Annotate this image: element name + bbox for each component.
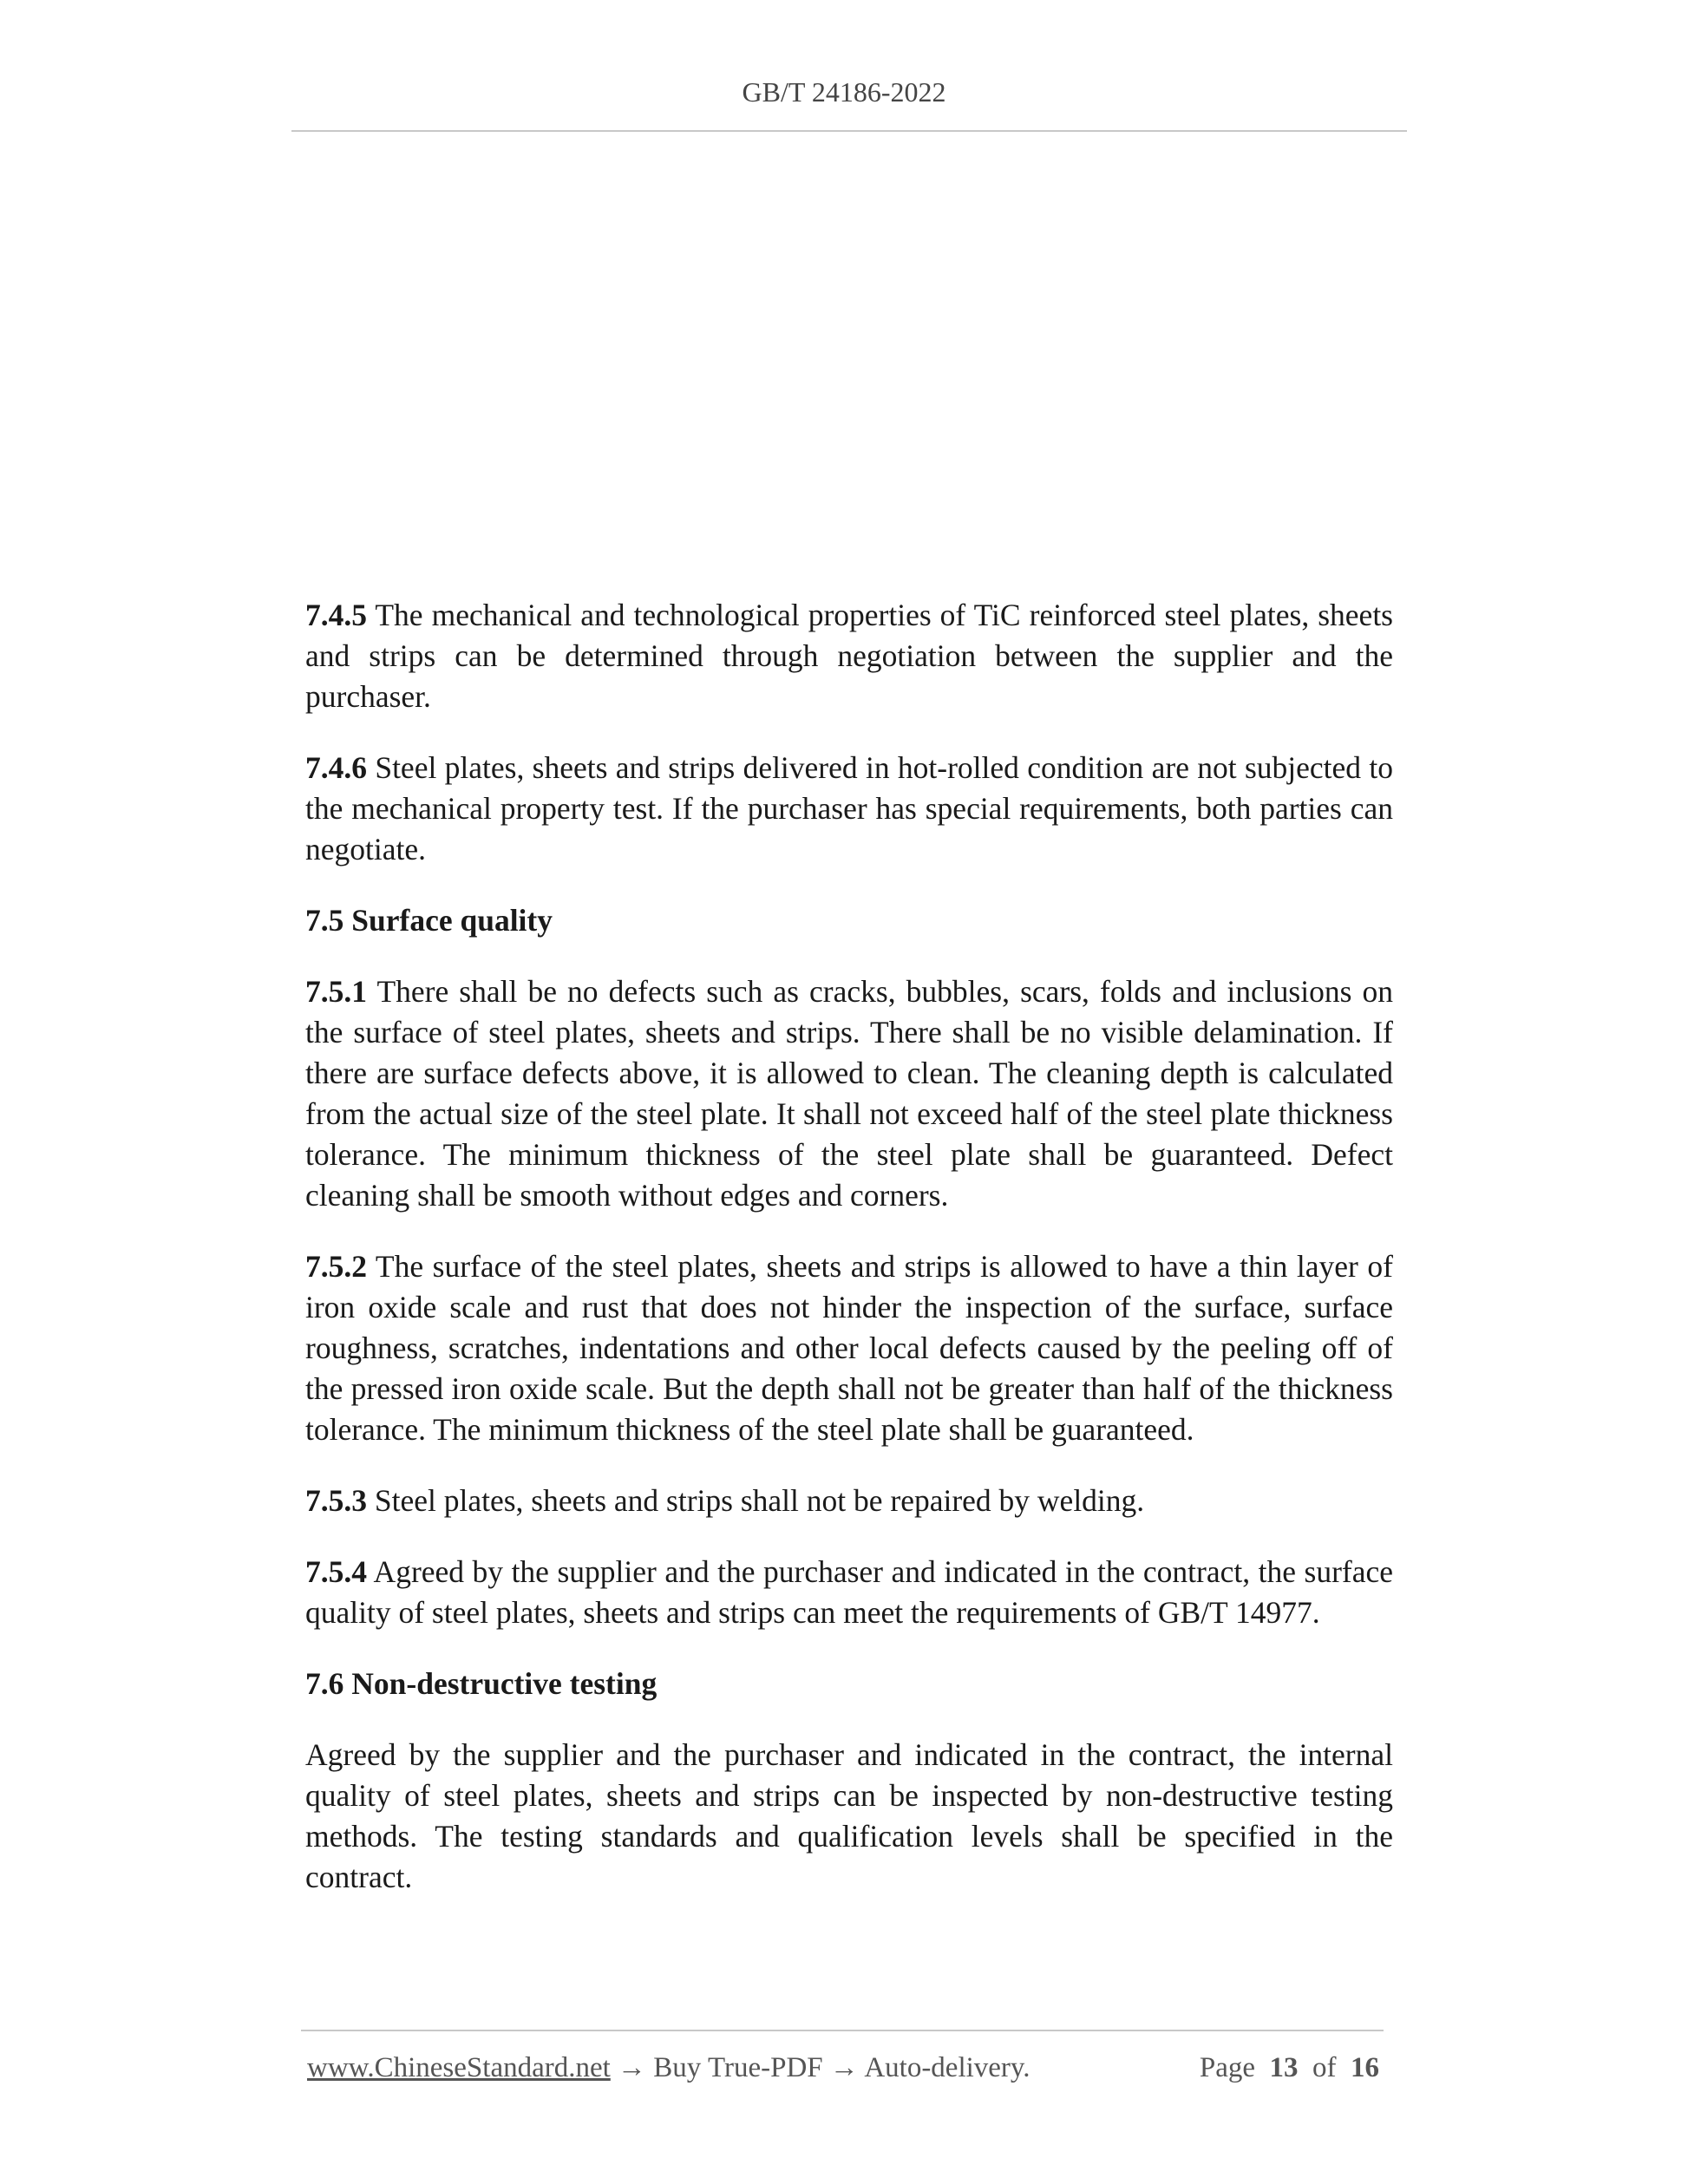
- paragraph-7-6: Agreed by the supplier and the purchaser and indicated in the contract, the internal quality of steel plates, sheets and strips can be inspected by non-destructive testing methods. The testing standards and qualification levels shall be specified in the contract.: [305, 1737, 1393, 1894]
- clause-7-5-1: [305, 971, 1393, 1216]
- clause-number: 7.5.2: [305, 1249, 367, 1284]
- clause-number: 7.4.5: [305, 598, 367, 632]
- document-body: [305, 595, 1393, 1928]
- clause-text: The surface of the steel plates, sheets and strips is allowed to have a thin layer of iron oxide scale and rust that does not hinder the inspection of the surface, surface roughness, scratches, indentations and other local defects caused by the peeling off of the pressed iron oxide scale. But the depth shall not be greater than half of the thickness tolerance. The minimum thickness of the steel plate shall be guaranteed.: [305, 1249, 1393, 1447]
- arrow-icon: →: [618, 2052, 647, 2083]
- clause-7-5-4: [305, 1552, 1393, 1633]
- header-divider: [291, 130, 1407, 132]
- clause-text: There shall be no defects such as cracks, bubbles, scars, folds and inclusions on the surface of steel plates, sheets and strips. There shall be no visible delamination. If there are surface defects above, it is allowed to clean. The cleaning depth is calculated from the actual size of the steel plate. It shall not exceed half of the steel plate thickness tolerance. The minimum thickness of the steel plate shall be guaranteed. Defect cleaning shall be smooth without edges and corners.: [305, 974, 1393, 1213]
- clause-text: The mechanical and technological properties of TiC reinforced steel plates, sheets and strips can be determined through negotiation between the supplier and the purchaser.: [305, 598, 1393, 714]
- footer-divider: [301, 2030, 1384, 2031]
- website-link[interactable]: www.ChineseStandard.net: [307, 2052, 611, 2083]
- arrow-icon: →: [829, 2052, 859, 2083]
- clause-text: Steel plates, sheets and strips shall not be repaired by welding.: [367, 1483, 1145, 1518]
- page-indicator: [1200, 2052, 1379, 2084]
- page-total: 16: [1351, 2052, 1379, 2083]
- clause-number: 7.5.4: [305, 1554, 367, 1589]
- clause-number: 7.4.6: [305, 750, 367, 785]
- section-heading-7-5: 7.5 Surface quality: [305, 903, 553, 938]
- clause-7-4-6: [305, 748, 1393, 870]
- document-header-title: GB/T 24186-2022: [742, 76, 946, 108]
- page-label: Page: [1199, 2052, 1255, 2083]
- clause-7-5-3: [305, 1481, 1393, 1521]
- footer-promo: [307, 2052, 1030, 2084]
- clause-7-5-2: [305, 1246, 1393, 1450]
- auto-delivery-text: Auto-delivery.: [864, 2052, 1030, 2083]
- buy-true-pdf-text: Buy True-PDF: [653, 2052, 823, 2083]
- clause-text: Steel plates, sheets and strips delivered in hot-rolled condition are not subjected to the mechanical property test. If the purchaser has special requirements, both parties can negotiate.: [305, 750, 1393, 866]
- page-of-label: of: [1312, 2052, 1337, 2083]
- section-heading-7-6: 7.6 Non-destructive testing: [305, 1666, 658, 1701]
- clause-text: Agreed by the supplier and the purchaser and indicated in the contract, the surface quality of steel plates, sheets and strips can meet the requirements of GB/T 14977.: [305, 1554, 1393, 1630]
- clause-number: 7.5.1: [305, 974, 367, 1009]
- clause-7-4-5: [305, 595, 1393, 717]
- page-current: 13: [1269, 2052, 1299, 2083]
- clause-number: 7.5.3: [305, 1483, 367, 1518]
